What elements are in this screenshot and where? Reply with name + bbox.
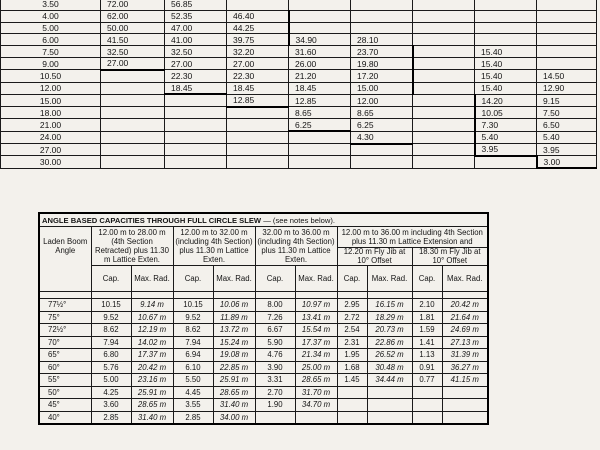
angle-capacity-table bbox=[38, 212, 489, 425]
radius-cell: 18.00 bbox=[1, 107, 101, 119]
capacity-cell: 6.25 bbox=[351, 119, 413, 131]
capacity-cell: 15.40 bbox=[475, 70, 537, 82]
capacity-cell: 14.20 bbox=[475, 94, 537, 106]
max-radius-cell: 11.89 m bbox=[213, 311, 255, 324]
max-radius-cell: 21.64 m bbox=[442, 311, 488, 324]
capacity-cell bbox=[351, 10, 413, 22]
capacity-cell: 12.00 bbox=[351, 94, 413, 106]
capacity-cell: 7.50 bbox=[537, 107, 597, 119]
max-radius-cell: 31.40 m bbox=[131, 411, 173, 424]
capacity-cell: 62.00 bbox=[101, 10, 165, 22]
max-radius-cell bbox=[295, 411, 337, 424]
spacer-cell bbox=[213, 292, 255, 299]
table-row bbox=[1, 57, 597, 69]
capacity-cell: 5.40 bbox=[475, 131, 537, 143]
capacity-cell: 6.50 bbox=[537, 119, 597, 131]
max-radius-cell bbox=[442, 399, 488, 412]
max-radius-cell: 20.42 m bbox=[131, 361, 173, 374]
table-row bbox=[1, 34, 597, 46]
table-row bbox=[39, 386, 488, 399]
capacity-cell: 18.45 bbox=[227, 82, 289, 94]
capacity-cell bbox=[101, 82, 165, 94]
capacity-cell bbox=[337, 386, 367, 399]
radius-cell: 10.50 bbox=[1, 70, 101, 82]
max-radius-cell: 34.44 m bbox=[367, 374, 412, 387]
max-radius-cell: 30.48 m bbox=[367, 361, 412, 374]
table-row bbox=[39, 374, 488, 387]
capacity-cell bbox=[351, 22, 413, 34]
max-rad-column-header: Max. Rad. bbox=[131, 266, 173, 292]
max-radius-cell: 21.34 m bbox=[295, 349, 337, 362]
capacity-cell: 18.45 bbox=[165, 82, 227, 94]
capacity-cell bbox=[413, 131, 475, 143]
capacity-cell: 5.76 bbox=[91, 361, 131, 374]
capacity-cell bbox=[413, 0, 475, 10]
capacity-cell bbox=[412, 399, 442, 412]
capacity-cell bbox=[413, 34, 475, 46]
capacity-cell: 12.85 bbox=[227, 94, 289, 106]
capacity-cell bbox=[413, 82, 475, 94]
table-row bbox=[1, 0, 597, 10]
capacity-cell: 2.10 bbox=[412, 299, 442, 312]
table-row bbox=[39, 399, 488, 412]
boom-angle-cell: 77½° bbox=[39, 299, 91, 312]
capacity-cell bbox=[413, 10, 475, 22]
capacity-cell: 32.50 bbox=[165, 46, 227, 58]
max-radius-cell: 23.16 m bbox=[131, 374, 173, 387]
group-header-4: 12.00 m to 36.00 m including 4th Section plus 11.30 m Lattice Extension and bbox=[337, 227, 488, 248]
max-radius-cell: 31.70 m bbox=[295, 386, 337, 399]
capacity-cell: 7.94 bbox=[91, 336, 131, 349]
table-row bbox=[1, 10, 597, 22]
group-header-3: 32.00 m to 36.00 m (including 4th Section) plus 11.30 m Lattice Exten. bbox=[255, 227, 337, 266]
cap-column-header: Cap. bbox=[337, 266, 367, 292]
capacity-cell: 15.40 bbox=[475, 82, 537, 94]
max-rad-column-header: Max. Rad. bbox=[213, 266, 255, 292]
max-radius-cell: 22.85 m bbox=[213, 361, 255, 374]
max-radius-cell: 28.65 m bbox=[131, 399, 173, 412]
capacity-cell: 72.00 bbox=[101, 0, 165, 10]
capacity-cell: 1.68 bbox=[337, 361, 367, 374]
boom-angle-cell: 75° bbox=[39, 311, 91, 324]
capacity-cell: 2.31 bbox=[337, 336, 367, 349]
spacer-cell bbox=[295, 292, 337, 299]
capacity-cell bbox=[165, 94, 227, 106]
capacity-cell: 0.91 bbox=[412, 361, 442, 374]
boom-angle-cell: 72½° bbox=[39, 324, 91, 337]
capacity-cell bbox=[475, 22, 537, 34]
table-title: ANGLE BASED CAPACITIES THROUGH FULL CIRCLE SLEW — (see notes below). bbox=[39, 213, 488, 227]
capacity-cell: 2.54 bbox=[337, 324, 367, 337]
max-radius-cell: 14.02 m bbox=[131, 336, 173, 349]
capacity-cell: 2.95 bbox=[337, 299, 367, 312]
capacity-cell bbox=[537, 10, 597, 22]
max-radius-cell bbox=[367, 386, 412, 399]
radius-cell: 24.00 bbox=[1, 131, 101, 143]
table-row bbox=[39, 299, 488, 312]
capacity-cell: 1.95 bbox=[337, 349, 367, 362]
capacity-cell: 3.55 bbox=[173, 399, 213, 412]
table-row bbox=[1, 131, 597, 143]
radius-cell: 9.00 bbox=[1, 57, 101, 69]
capacity-cell: 2.72 bbox=[337, 311, 367, 324]
spacer-cell bbox=[442, 292, 488, 299]
capacity-cell bbox=[165, 144, 227, 156]
max-rad-column-header: Max. Rad. bbox=[442, 266, 488, 292]
capacity-cell: 31.60 bbox=[289, 46, 351, 58]
capacity-cell bbox=[227, 131, 289, 143]
table-row bbox=[39, 349, 488, 362]
max-radius-cell bbox=[367, 411, 412, 424]
radius-cell: 3.50 bbox=[1, 0, 101, 10]
boom-angle-cell: 55° bbox=[39, 374, 91, 387]
table-row bbox=[39, 311, 488, 324]
max-radius-cell: 22.86 m bbox=[367, 336, 412, 349]
table-row bbox=[39, 361, 488, 374]
capacity-cell: 46.40 bbox=[227, 10, 289, 22]
capacity-cell: 6.94 bbox=[173, 349, 213, 362]
max-radius-cell: 34.00 m bbox=[213, 411, 255, 424]
capacity-cell: 3.90 bbox=[255, 361, 295, 374]
max-rad-column-header: Max. Rad. bbox=[295, 266, 337, 292]
capacity-cell: 1.59 bbox=[412, 324, 442, 337]
radius-cell: 6.00 bbox=[1, 34, 101, 46]
max-radius-cell bbox=[442, 386, 488, 399]
capacity-cell: 27.00 bbox=[165, 57, 227, 69]
capacity-cell bbox=[227, 107, 289, 119]
max-radius-cell: 31.40 m bbox=[213, 399, 255, 412]
capacity-cell: 8.00 bbox=[255, 299, 295, 312]
capacity-cell bbox=[413, 156, 475, 168]
capacity-cell bbox=[351, 156, 413, 168]
capacity-cell bbox=[165, 107, 227, 119]
capacity-cell: 47.00 bbox=[165, 22, 227, 34]
capacity-cell: 4.30 bbox=[351, 131, 413, 143]
capacity-cell: 14.50 bbox=[537, 70, 597, 82]
laden-boom-angle-header: Laden Boom Angle bbox=[39, 227, 91, 292]
spacer-cell bbox=[39, 292, 91, 299]
capacity-cell: 1.41 bbox=[412, 336, 442, 349]
capacity-cell: 28.10 bbox=[351, 34, 413, 46]
max-radius-cell: 13.41 m bbox=[295, 311, 337, 324]
capacity-cell: 15.40 bbox=[475, 57, 537, 69]
table-row bbox=[1, 82, 597, 94]
capacity-cell: 5.50 bbox=[173, 374, 213, 387]
capacity-cell: 7.26 bbox=[255, 311, 295, 324]
capacity-cell bbox=[412, 386, 442, 399]
capacity-cell: 2.85 bbox=[91, 411, 131, 424]
capacity-cell bbox=[413, 144, 475, 156]
capacity-cell: 1.90 bbox=[255, 399, 295, 412]
capacity-cell: 22.30 bbox=[227, 70, 289, 82]
spacer-cell bbox=[131, 292, 173, 299]
capacity-cell: 4.25 bbox=[91, 386, 131, 399]
radius-cell: 12.00 bbox=[1, 82, 101, 94]
max-radius-cell: 9.14 m bbox=[131, 299, 173, 312]
fly-jib-12-header: 12.20 m Fly Jib at 10° Offset bbox=[337, 248, 412, 266]
spacer-cell bbox=[367, 292, 412, 299]
capacity-cell: 6.10 bbox=[173, 361, 213, 374]
capacity-cell bbox=[413, 107, 475, 119]
capacity-cell bbox=[475, 0, 537, 10]
capacity-cell: 4.76 bbox=[255, 349, 295, 362]
max-radius-cell: 20.73 m bbox=[367, 324, 412, 337]
capacity-cell: 27.00 bbox=[101, 57, 165, 69]
capacity-cell: 6.80 bbox=[91, 349, 131, 362]
cap-column-header: Cap. bbox=[173, 266, 213, 292]
capacity-cell: 8.65 bbox=[351, 107, 413, 119]
capacity-cell: 44.25 bbox=[227, 22, 289, 34]
max-radius-cell: 13.72 m bbox=[213, 324, 255, 337]
spacer-cell bbox=[173, 292, 213, 299]
max-radius-cell: 16.15 m bbox=[367, 299, 412, 312]
capacity-cell: 50.00 bbox=[101, 22, 165, 34]
max-radius-cell: 27.13 m bbox=[442, 336, 488, 349]
capacity-cell: 3.95 bbox=[475, 144, 537, 156]
table-row bbox=[1, 119, 597, 131]
capacity-cell: 9.52 bbox=[173, 311, 213, 324]
capacity-cell bbox=[337, 411, 367, 424]
capacity-cell: 12.90 bbox=[537, 82, 597, 94]
capacity-cell: 15.00 bbox=[351, 82, 413, 94]
capacity-cell: 7.94 bbox=[173, 336, 213, 349]
fly-jib-18-header: 18.30 m Fly Jib at 10° Offset bbox=[412, 248, 488, 266]
spacer-cell bbox=[412, 292, 442, 299]
capacity-cell: 34.90 bbox=[289, 34, 351, 46]
capacity-cell bbox=[413, 70, 475, 82]
capacity-cell: 12.85 bbox=[289, 94, 351, 106]
capacity-cell bbox=[289, 10, 351, 22]
capacity-cell bbox=[227, 144, 289, 156]
capacity-cell bbox=[101, 131, 165, 143]
capacity-cell bbox=[537, 57, 597, 69]
table-row bbox=[39, 324, 488, 337]
capacity-cell bbox=[537, 0, 597, 10]
spacer-cell bbox=[255, 292, 295, 299]
capacity-cell: 5.40 bbox=[537, 131, 597, 143]
capacity-cell bbox=[413, 119, 475, 131]
capacity-cell: 8.62 bbox=[91, 324, 131, 337]
max-radius-cell: 10.97 m bbox=[295, 299, 337, 312]
boom-angle-cell: 45° bbox=[39, 399, 91, 412]
capacity-cell: 2.85 bbox=[173, 411, 213, 424]
max-radius-cell: 17.37 m bbox=[295, 336, 337, 349]
capacity-cell: 10.05 bbox=[475, 107, 537, 119]
table-row bbox=[1, 22, 597, 34]
radius-cell: 7.50 bbox=[1, 46, 101, 58]
capacity-cell: 15.40 bbox=[475, 46, 537, 58]
spacer-cell bbox=[91, 292, 131, 299]
capacity-cell: 17.20 bbox=[351, 70, 413, 82]
capacity-cell bbox=[227, 119, 289, 131]
max-radius-cell: 25.91 m bbox=[131, 386, 173, 399]
max-radius-cell bbox=[442, 411, 488, 424]
capacity-cell bbox=[413, 94, 475, 106]
capacity-cell: 52.35 bbox=[165, 10, 227, 22]
capacity-cell: 3.60 bbox=[91, 399, 131, 412]
capacity-cell: 19.80 bbox=[351, 57, 413, 69]
radius-cell: 21.00 bbox=[1, 119, 101, 131]
max-radius-cell: 20.42 m bbox=[442, 299, 488, 312]
capacity-cell bbox=[537, 46, 597, 58]
boom-angle-cell: 65° bbox=[39, 349, 91, 362]
capacity-cell bbox=[537, 34, 597, 46]
capacity-cell bbox=[101, 119, 165, 131]
capacity-cell bbox=[255, 411, 295, 424]
max-radius-cell: 34.70 m bbox=[295, 399, 337, 412]
cap-column-header: Cap. bbox=[255, 266, 295, 292]
spacer-cell bbox=[337, 292, 367, 299]
radius-cell: 15.00 bbox=[1, 94, 101, 106]
capacity-cell bbox=[101, 144, 165, 156]
capacity-cell: 18.45 bbox=[289, 82, 351, 94]
capacity-cell: 1.45 bbox=[337, 374, 367, 387]
capacity-cell: 10.15 bbox=[91, 299, 131, 312]
capacity-cell: 4.45 bbox=[173, 386, 213, 399]
capacity-cell bbox=[101, 94, 165, 106]
table-row bbox=[1, 70, 597, 82]
radius-cell: 30.00 bbox=[1, 156, 101, 168]
capacity-cell bbox=[413, 46, 475, 58]
table-row bbox=[39, 411, 488, 424]
capacity-cell: 26.00 bbox=[289, 57, 351, 69]
max-radius-cell: 26.52 m bbox=[367, 349, 412, 362]
capacity-cell: 7.30 bbox=[475, 119, 537, 131]
capacity-cell bbox=[289, 0, 351, 10]
capacity-cell bbox=[475, 10, 537, 22]
capacity-cell: 22.30 bbox=[165, 70, 227, 82]
capacity-cell: 32.20 bbox=[227, 46, 289, 58]
capacity-cell bbox=[227, 0, 289, 10]
capacity-cell: 1.81 bbox=[412, 311, 442, 324]
capacity-cell: 10.15 bbox=[173, 299, 213, 312]
max-radius-cell: 19.08 m bbox=[213, 349, 255, 362]
capacity-cell: 3.95 bbox=[537, 144, 597, 156]
boom-angle-cell: 70° bbox=[39, 336, 91, 349]
max-radius-cell: 10.06 m bbox=[213, 299, 255, 312]
boom-angle-cell: 40° bbox=[39, 411, 91, 424]
max-radius-cell: 25.00 m bbox=[295, 361, 337, 374]
max-rad-column-header: Max. Rad. bbox=[367, 266, 412, 292]
max-radius-cell: 36.27 m bbox=[442, 361, 488, 374]
capacity-cell bbox=[413, 22, 475, 34]
radius-capacity-table bbox=[0, 0, 597, 169]
capacity-cell: 21.20 bbox=[289, 70, 351, 82]
cap-column-header: Cap. bbox=[412, 266, 442, 292]
max-radius-cell: 41.15 m bbox=[442, 374, 488, 387]
capacity-cell bbox=[475, 156, 537, 168]
capacity-cell: 0.77 bbox=[412, 374, 442, 387]
capacity-cell: 8.65 bbox=[289, 107, 351, 119]
radius-cell: 5.00 bbox=[1, 22, 101, 34]
capacity-cell: 5.00 bbox=[91, 374, 131, 387]
capacity-cell: 23.70 bbox=[351, 46, 413, 58]
max-radius-cell: 15.24 m bbox=[213, 336, 255, 349]
capacity-cell bbox=[165, 156, 227, 168]
capacity-cell bbox=[412, 411, 442, 424]
capacity-cell bbox=[165, 131, 227, 143]
capacity-cell bbox=[289, 22, 351, 34]
capacity-cell: 27.00 bbox=[227, 57, 289, 69]
table-row bbox=[39, 336, 488, 349]
max-radius-cell: 17.37 m bbox=[131, 349, 173, 362]
capacity-cell bbox=[101, 156, 165, 168]
capacity-cell: 56.85 bbox=[165, 0, 227, 10]
capacity-cell bbox=[289, 144, 351, 156]
capacity-cell: 9.15 bbox=[537, 94, 597, 106]
capacity-cell bbox=[337, 399, 367, 412]
capacity-cell bbox=[413, 57, 475, 69]
max-radius-cell: 28.65 m bbox=[295, 374, 337, 387]
capacity-cell bbox=[165, 119, 227, 131]
max-radius-cell: 15.54 m bbox=[295, 324, 337, 337]
capacity-cell bbox=[289, 156, 351, 168]
capacity-cell bbox=[351, 0, 413, 10]
max-radius-cell: 24.69 m bbox=[442, 324, 488, 337]
capacity-cell: 6.25 bbox=[289, 119, 351, 131]
table-row bbox=[1, 156, 597, 168]
max-radius-cell bbox=[367, 399, 412, 412]
max-radius-cell: 25.91 m bbox=[213, 374, 255, 387]
boom-angle-cell: 50° bbox=[39, 386, 91, 399]
table-row bbox=[1, 94, 597, 106]
capacity-cell bbox=[101, 107, 165, 119]
capacity-cell: 9.52 bbox=[91, 311, 131, 324]
max-radius-cell: 12.19 m bbox=[131, 324, 173, 337]
capacity-cell: 41.50 bbox=[101, 34, 165, 46]
capacity-cell: 2.70 bbox=[255, 386, 295, 399]
capacity-cell: 3.31 bbox=[255, 374, 295, 387]
max-radius-cell: 18.29 m bbox=[367, 311, 412, 324]
capacity-cell: 5.90 bbox=[255, 336, 295, 349]
capacity-cell bbox=[537, 22, 597, 34]
table-row bbox=[1, 144, 597, 156]
capacity-cell: 6.67 bbox=[255, 324, 295, 337]
capacity-cell bbox=[351, 144, 413, 156]
max-radius-cell: 31.39 m bbox=[442, 349, 488, 362]
max-radius-cell: 28.65 m bbox=[213, 386, 255, 399]
capacity-cell bbox=[101, 70, 165, 82]
capacity-cell bbox=[227, 156, 289, 168]
cap-column-header: Cap. bbox=[91, 266, 131, 292]
max-radius-cell: 10.67 m bbox=[131, 311, 173, 324]
table-row bbox=[1, 46, 597, 58]
capacity-cell: 3.00 bbox=[537, 156, 597, 168]
capacity-cell: 41.00 bbox=[165, 34, 227, 46]
boom-angle-cell: 60° bbox=[39, 361, 91, 374]
capacity-cell: 32.50 bbox=[101, 46, 165, 58]
radius-cell: 4.00 bbox=[1, 10, 101, 22]
capacity-cell: 8.62 bbox=[173, 324, 213, 337]
group-header-2: 12.00 m to 32.00 m (including 4th Section) plus 11.30 m Lattice Exten. bbox=[173, 227, 255, 266]
capacity-cell: 1.13 bbox=[412, 349, 442, 362]
capacity-cell: 39.75 bbox=[227, 34, 289, 46]
group-header-1: 12.00 m to 28.00 m (4th Section Retracted) plus 11.30 m Lattice Exten. bbox=[91, 227, 173, 266]
table-row bbox=[1, 107, 597, 119]
capacity-cell bbox=[289, 131, 351, 143]
radius-cell: 27.00 bbox=[1, 144, 101, 156]
capacity-cell bbox=[475, 34, 537, 46]
